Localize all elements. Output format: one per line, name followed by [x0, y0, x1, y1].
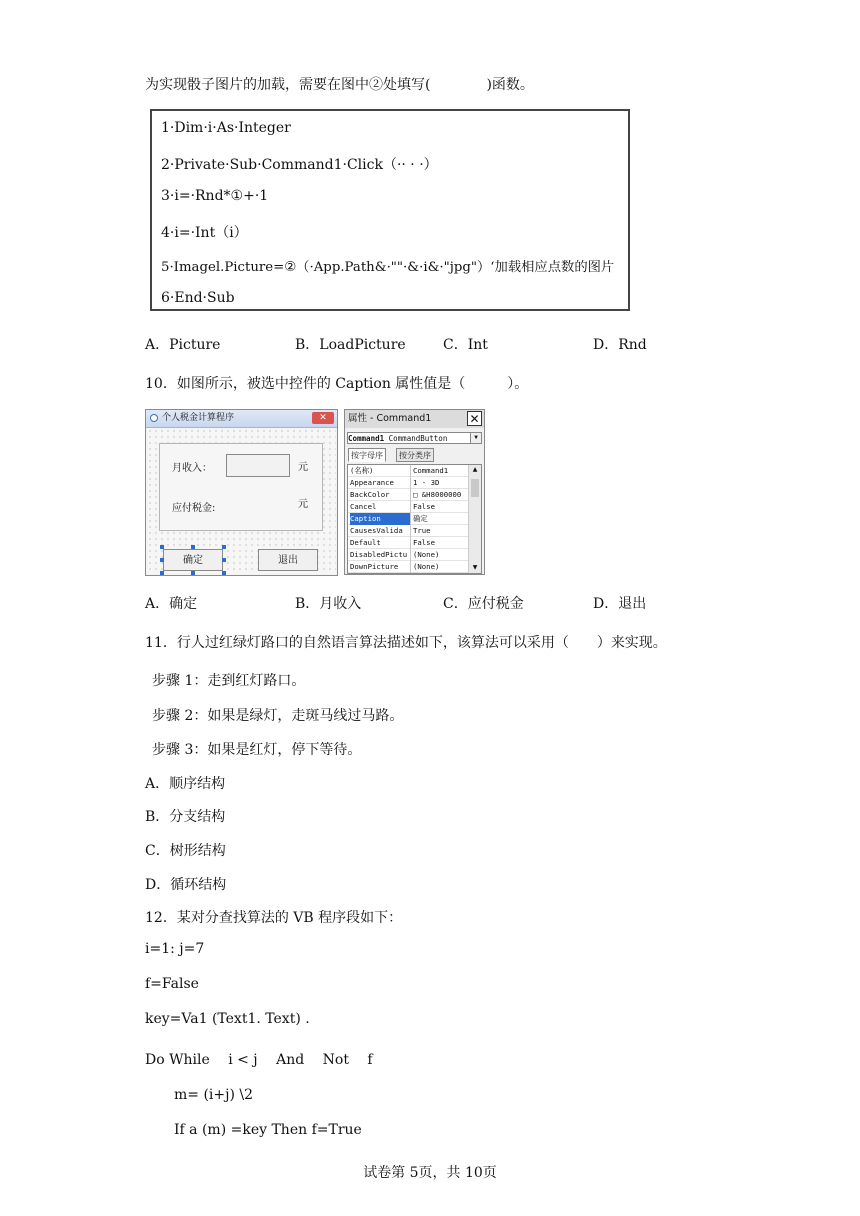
q9-option-b: B．LoadPicture — [295, 337, 406, 353]
page-footer: 试卷第 5页，共 10页 — [363, 1165, 497, 1181]
q11-option-c: C．树形结构 — [145, 843, 226, 859]
property-row: DisabledPictu (None) — [348, 549, 469, 561]
scroll-thumb — [471, 479, 479, 497]
property-row: CausesValida True — [348, 525, 469, 537]
properties-window — [344, 409, 485, 575]
q10-option-a: A．确定 — [145, 596, 198, 612]
code-line-1: 1·Dim·i·As·Integer — [161, 120, 291, 136]
vertical-scrollbar — [468, 465, 481, 573]
property-row: Appearance 1 - 3D — [348, 477, 469, 489]
close-icon: ✕ — [312, 412, 334, 424]
property-grid — [347, 464, 482, 574]
property-row: BackColor □ &H8000000 — [348, 489, 469, 501]
q9-option-c: C．Int — [443, 337, 488, 353]
selection-handle — [222, 571, 226, 575]
chevron-down-icon: ▼ — [472, 564, 478, 571]
code-line-3: 3·i=·Rnd*①+·1 — [161, 188, 269, 204]
vb-form-client — [147, 428, 336, 574]
selection-handle — [160, 558, 164, 562]
q12-code-line-5: m= (i+j) \2 — [174, 1087, 254, 1103]
q11-step-3: 步骤 3：如果是红灯，停下等待。 — [152, 742, 362, 758]
selection-handle — [191, 545, 195, 549]
q11-step-1: 步骤 1：走到红灯路口。 — [152, 673, 306, 689]
chevron-down-icon: ▼ — [470, 433, 481, 443]
selection-handle — [222, 545, 226, 549]
object-name: Command1 — [348, 434, 385, 443]
q11-step-2: 步骤 2：如果是绿灯，走斑马线过马路。 — [152, 708, 404, 724]
object-type: CommandButton — [384, 434, 448, 443]
code-line-6: 6·End·Sub — [161, 290, 235, 306]
property-row: DownPicture (None) — [348, 561, 469, 573]
q12-code-line-4: Do While i < j And Not f — [145, 1052, 373, 1068]
app-icon — [150, 414, 158, 422]
q10-option-d: D．退出 — [593, 596, 647, 612]
vb-form-titlebar — [146, 410, 337, 428]
selection-handle — [222, 558, 226, 562]
q12-code-line-3: key=Va1 (Text1. Text) . — [145, 1011, 310, 1027]
chevron-up-icon: ▲ — [472, 466, 478, 473]
q10-options — [145, 593, 765, 613]
q12-code-line-6: If a (m) =key Then f=True — [174, 1122, 362, 1138]
q11-stem: 11．行人过红绿灯路口的自然语言算法描述如下，该算法可以采用（ ）来实现。 — [145, 635, 667, 651]
q11-option-d: D．循环结构 — [145, 877, 227, 893]
q12-stem: 12．某对分查找算法的 VB 程序段如下： — [145, 910, 403, 926]
vb-frame — [159, 443, 323, 531]
tab-categorized: 按分类序 — [396, 448, 434, 462]
label-tax: 应付税金: — [172, 503, 216, 514]
q11-option-b: B．分支结构 — [145, 809, 226, 825]
vb-form-title: 个人税金计算程序 — [162, 413, 235, 423]
exit-button: 退出 — [258, 549, 318, 571]
code-line-2: 2·Private·Sub·Command1·Click（·· · ·） — [161, 157, 438, 173]
selection-handle — [160, 571, 164, 575]
code-figure — [150, 109, 630, 311]
property-row-selected: Caption 确定 — [348, 513, 469, 525]
income-textbox — [226, 454, 290, 477]
q9-option-d: D．Rnd — [593, 337, 647, 353]
code-line-4: 4·i=·Int（i） — [161, 225, 248, 241]
selection-handle — [191, 571, 195, 575]
tab-alphabetic: 按字母序 — [348, 448, 386, 462]
label-unit-1: 元 — [298, 462, 308, 473]
property-row: Cancel False — [348, 501, 469, 513]
code-line-5: 5·Imagel.Picture=②（·App.Path&·""·&·i&·"jpg"）‘加载相应点数的图片 — [161, 260, 615, 275]
q12-code-line-1: i=1: j=7 — [145, 941, 205, 957]
q9-stem-tail: 为实现骰子图片的加载，需要在图中②处填写( )函数。 — [145, 77, 534, 93]
q9-options — [145, 334, 765, 354]
property-row: Default False — [348, 537, 469, 549]
q10-option-b: B．月收入 — [295, 596, 362, 612]
object-combo — [347, 432, 482, 444]
q10-stem: 10．如图所示，被选中控件的 Caption 属性值是（ ）。 — [145, 376, 529, 392]
close-icon: ✕ — [467, 411, 482, 426]
q10-option-c: C．应付税金 — [443, 596, 524, 612]
property-row: (名称) Command1 — [348, 465, 469, 477]
selection-handle — [160, 545, 164, 549]
label-unit-2: 元 — [298, 499, 308, 510]
properties-title: 属性 - Command1 — [348, 413, 432, 424]
label-income: 月收入： — [172, 463, 212, 474]
q9-option-a: A．Picture — [145, 337, 221, 353]
q12-code-line-2: f=False — [145, 976, 199, 992]
vb-form-window — [145, 409, 338, 576]
properties-titlebar — [345, 410, 484, 428]
q11-option-a: A．顺序结构 — [145, 776, 226, 792]
ok-button: 确定 — [163, 549, 223, 571]
